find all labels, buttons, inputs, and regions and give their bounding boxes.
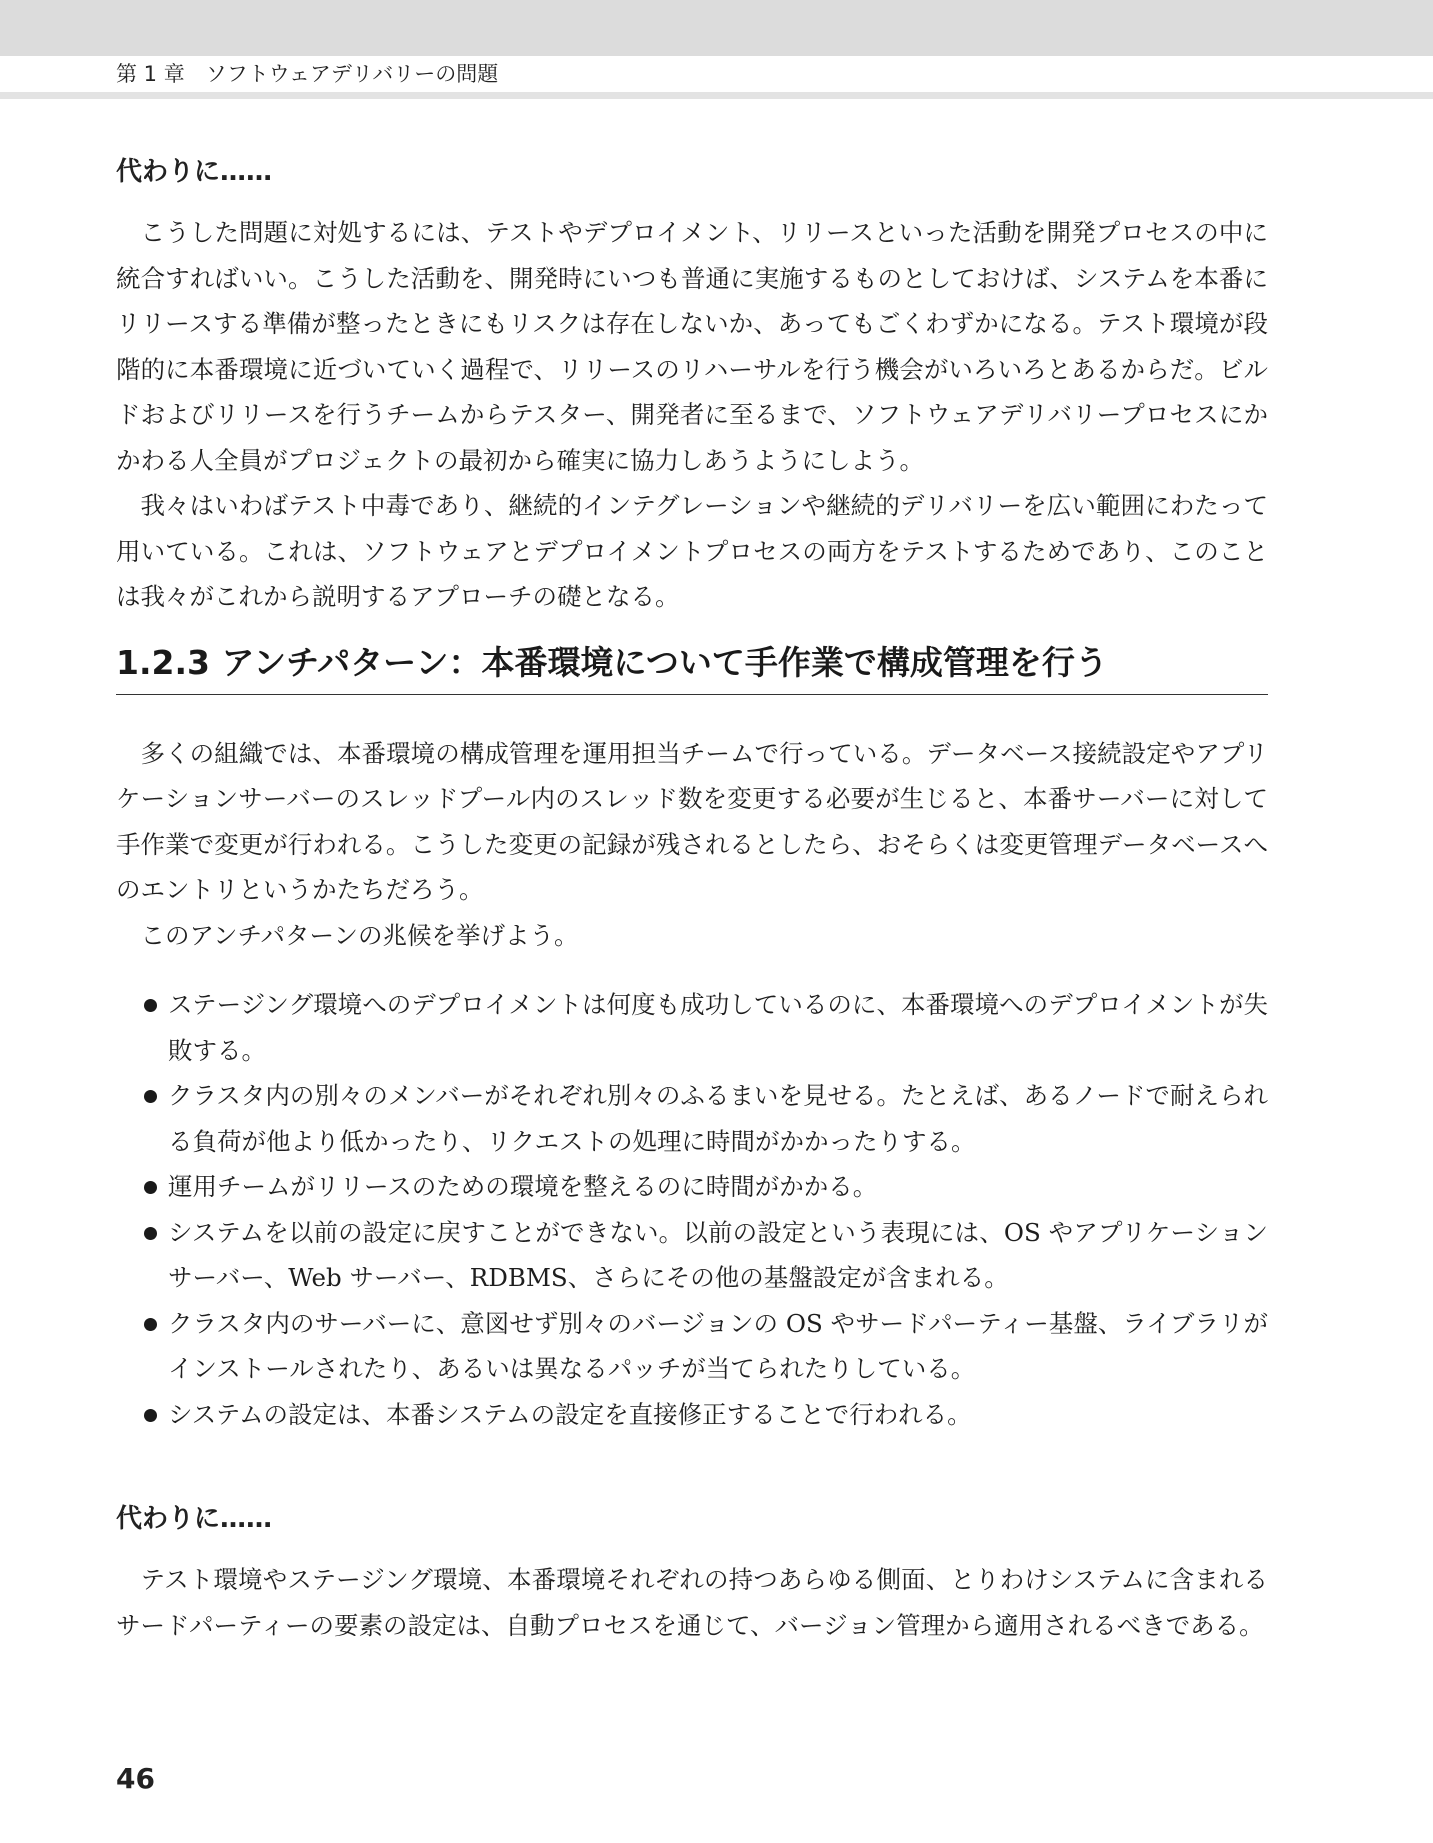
subhead-instead-1: 代わりに…… — [116, 157, 273, 187]
list-item-text: 運用チームがリリースのための環境を整えるのに時間がかかる。 — [168, 1172, 878, 1201]
list-item-text: システムの設定は、本番システムの設定を直接修正することで行われる。 — [168, 1399, 972, 1429]
bullet-icon — [144, 1318, 157, 1331]
list-item-text: システムを以前の設定に戻すことができない。以前の設定という表現には、OS やアプリケーションサーバー、Web サーバー、RDBMS、さらにその他の基盤設定が含まれる。 — [168, 1217, 1268, 1292]
paragraph-config-1: 多くの組織では、本番環境の構成管理を運用担当チームで行っている。データベース接続設定やアプリケーションサーバーのスレッドプール内のスレッド数を変更する必要が生じると、本番サーバーに対して手作業で変更が行われる。こうした変更の記録が残されるとしたら、おそらくは変更管理データベースへのエントリというかたちだろう。 — [116, 738, 1268, 904]
header-rule — [0, 92, 1433, 99]
section-title-1-2-3: 1.2.3 アンチパターン：本番環境について手作業で構成管理を行う — [116, 638, 1268, 695]
bullet-icon — [144, 1090, 157, 1103]
list-item — [116, 1210, 1268, 1301]
bullet-icon — [144, 1181, 157, 1194]
top-gray-band — [0, 0, 1433, 56]
list-item — [116, 1392, 1268, 1438]
bullet-icon — [144, 1409, 157, 1422]
list-item — [116, 982, 1268, 1073]
paragraph-config-2: このアンチパターンの兆候を挙げよう。 — [140, 920, 579, 950]
list-item — [116, 1073, 1268, 1164]
list-item-text: ステージング環境へのデプロイメントは何度も成功しているのに、本番環境へのデプロイメントが失敗する。 — [168, 990, 1268, 1065]
paragraph-solution-2: 我々はいわばテスト中毒であり、継続的インテグレーションや継続的デリバリーを広い範囲にわたって用いている。これは、ソフトウェアとデプロイメントプロセスの両方をテストするためであり、このことは我々がこれから説明するアプローチの礎となる。 — [116, 491, 1268, 611]
page-content — [116, 148, 1268, 1648]
subhead-instead-2: 代わりに…… — [116, 1504, 273, 1534]
paragraph-solution-1: こうした問題に対処するには、テストやデプロイメント、リリースといった活動を開発プロセスの中に統合すればいい。こうした活動を、開発時にいつも普通に実施するものとしておけば、システムを本番にリリースする準備が整ったときにもリスクは存在しないか、あってもごくわずかになる。テスト環境が段階的に本番環境に近づいていく過程で、リリースのリハーサルを行う機会がいろいろとあるからだ。ビルドおよびリリースを行うチームからテスター、開発者に至るまで、ソフトウェアデリバリープロセスにかかわる人全員がプロジェクトの最初から確実に協力しあうようにしよう。 — [116, 218, 1268, 475]
list-item — [116, 1301, 1268, 1392]
running-header: 第 1 章 ソフトウェアデリバリーの問題 — [116, 62, 499, 86]
symptom-list — [116, 982, 1268, 1437]
list-item-text: クラスタ内のサーバーに、意図せず別々のバージョンの OS やサードパーティー基盤、ライブラリがインストールされたり、あるいは異なるパッチが当てられたりしている。 — [168, 1308, 1268, 1383]
list-item-text: クラスタ内の別々のメンバーがそれぞれ別々のふるまいを見せる。たとえば、あるノードで耐えられる負荷が他より低かったり、リクエストの処理に時間がかかったりする。 — [168, 1081, 1268, 1156]
paragraph-solution-3: テスト環境やステージング環境、本番環境それぞれの持つあらゆる側面、とりわけシステムに含まれるサードパーティーの要素の設定は、自動プロセスを通じて、バージョン管理から適用されるべきである。 — [116, 1565, 1268, 1640]
bullet-icon — [144, 1227, 157, 1240]
list-item — [116, 1164, 1268, 1210]
page-number: 46 — [116, 1762, 155, 1795]
bullet-icon — [144, 999, 157, 1012]
